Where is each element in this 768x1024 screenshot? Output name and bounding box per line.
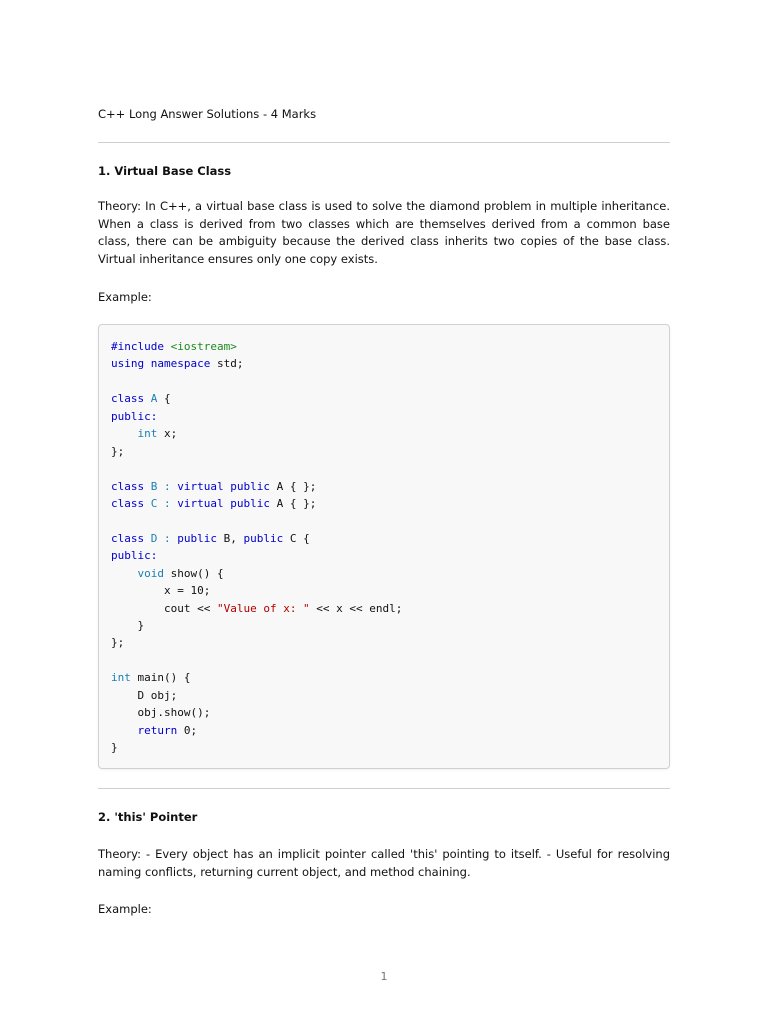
- section-2-theory: Theory: - Every object has an implicit pointer called 'this' pointing to itself. - Useful for resolving naming conflicts, returning current object, and method chaining.: [98, 847, 670, 879]
- code-line: [111, 373, 402, 390]
- code-token: void: [137, 566, 164, 580]
- code-line: [111, 669, 402, 686]
- code-token: public:: [111, 549, 158, 563]
- page-number: 1: [380, 970, 388, 983]
- code-line: [111, 478, 402, 495]
- code-token: public:: [111, 409, 158, 423]
- code-line: [111, 582, 402, 599]
- code-line: [111, 530, 402, 547]
- code-token: public: [243, 531, 284, 545]
- page-header: C++ Long Answer Solutions - 4 Marks: [98, 107, 317, 121]
- code-token: [144, 480, 151, 493]
- code-line: [111, 704, 402, 721]
- code-token: int: [137, 427, 158, 441]
- code-token: obj.show();: [111, 706, 211, 720]
- code-token: namespace: [150, 357, 211, 371]
- code-token: C {: [283, 531, 310, 545]
- code-token: #include: [111, 340, 171, 353]
- code-line: [111, 338, 402, 355]
- code-token: :: [157, 531, 178, 545]
- code-token: int: [111, 671, 131, 685]
- code-token: A { };: [269, 496, 317, 510]
- code-token: [111, 567, 138, 580]
- code-token: [111, 724, 138, 737]
- code-block: [98, 324, 670, 769]
- code-line: [111, 722, 402, 739]
- code-token: <iostream>: [170, 340, 237, 353]
- code-token: A { };: [269, 479, 317, 493]
- code-token: B: [150, 479, 158, 493]
- code-token: [111, 427, 138, 440]
- code-token: virtual: [177, 479, 224, 493]
- code-line: [111, 425, 402, 442]
- code-line: [111, 408, 402, 425]
- section-1-heading: 1. Virtual Base Class: [98, 164, 232, 178]
- code-token: [144, 357, 151, 370]
- divider-top: [98, 142, 670, 143]
- code-line: [111, 617, 402, 634]
- code-token: D obj;: [111, 688, 178, 702]
- code-token: x = 10;: [111, 584, 211, 598]
- code-token: {: [157, 392, 171, 406]
- code-token: std;: [210, 357, 244, 371]
- code-token: using: [111, 357, 145, 371]
- code-token: class: [111, 531, 145, 545]
- code-line: [111, 739, 402, 756]
- code-token: 0;: [177, 723, 198, 737]
- code-line: [111, 652, 402, 669]
- code-token: :: [157, 496, 178, 510]
- code-token: main() {: [130, 671, 191, 685]
- code-token: [144, 392, 151, 405]
- code-token: }: [111, 741, 118, 755]
- code-line: [111, 600, 402, 617]
- code-token: [144, 532, 151, 545]
- section-2-example-label: Example:: [98, 902, 152, 916]
- section-2-heading: 2. 'this' Pointer: [98, 810, 198, 824]
- code-token: };: [111, 444, 125, 458]
- code-token: class: [111, 392, 145, 406]
- code-token: return: [137, 723, 178, 737]
- code-token: << x << endl;: [309, 601, 403, 615]
- code-token: class: [111, 496, 145, 510]
- code-token: x;: [157, 427, 178, 441]
- code-token: :: [157, 479, 178, 493]
- code-token: B,: [217, 531, 244, 545]
- code-token: C: [150, 496, 158, 510]
- code-line: [111, 443, 402, 460]
- code-token: D: [150, 531, 158, 545]
- code-token: public: [230, 496, 270, 510]
- divider-middle: [98, 788, 670, 789]
- code-token: A: [150, 392, 158, 406]
- code-line: [111, 687, 402, 704]
- code-token: class: [111, 479, 145, 493]
- code-line: [111, 634, 402, 651]
- code-token: };: [111, 636, 125, 650]
- code-token: show() {: [164, 566, 224, 580]
- code-line: [111, 390, 402, 407]
- code-line: [111, 565, 402, 582]
- code-line: [111, 495, 402, 512]
- code-token: public: [230, 479, 270, 493]
- code-line: [111, 355, 402, 372]
- code-content: [111, 338, 402, 757]
- code-token: virtual: [177, 496, 224, 510]
- code-line: [111, 460, 402, 477]
- code-line: [111, 547, 402, 564]
- code-token: "Value of x: ": [216, 601, 310, 615]
- section-1-example-label: Example:: [98, 290, 152, 304]
- code-token: [144, 497, 151, 510]
- code-token: }: [111, 619, 145, 632]
- code-token: public: [177, 531, 217, 545]
- section-1-theory: Theory: In C++, a virtual base class is used to solve the diamond problem in multiple inheritance. When a class is derived from two classes which are themselves derived from a common base class, there can be ambiguity because the derived class inherits two copies of the base class. Virtual inheritance ensures only one copy exists.: [98, 199, 670, 266]
- code-token: cout <<: [111, 601, 217, 615]
- code-line: [111, 512, 402, 529]
